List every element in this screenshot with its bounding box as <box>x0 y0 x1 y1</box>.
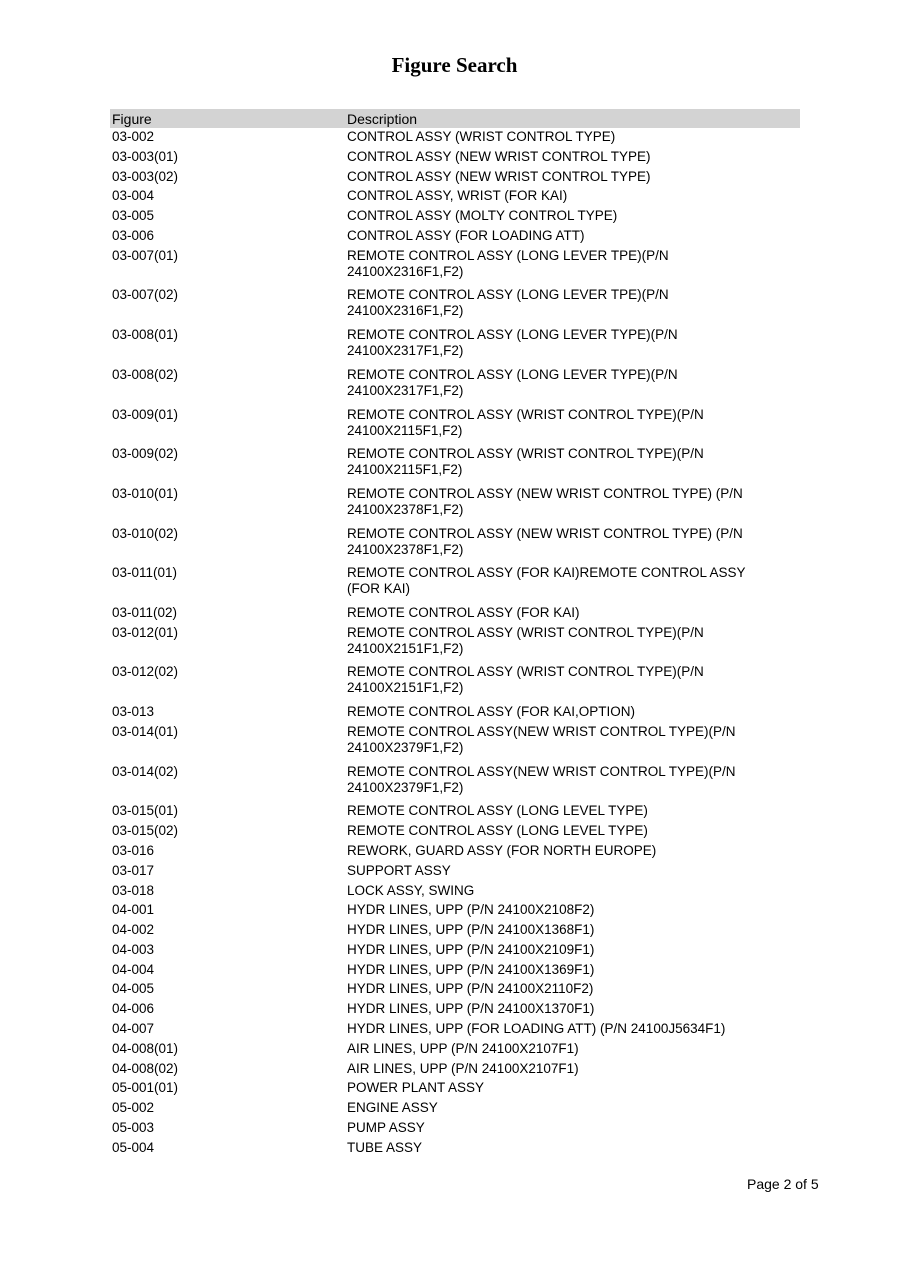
table-row <box>110 882 800 902</box>
table-row <box>110 1099 800 1119</box>
table-row <box>110 168 800 188</box>
figure-description: REMOTE CONTROL ASSY (LONG LEVER TPE)(P/N 24100X2316F1,F2) <box>347 247 669 279</box>
figure-description: REMOTE CONTROL ASSY (FOR KAI,OPTION) <box>347 704 636 720</box>
figure-description: CONTROL ASSY (NEW WRIST CONTROL TYPE) <box>347 168 651 184</box>
figure-description: POWER PLANT ASSY <box>347 1080 485 1096</box>
table-row <box>110 842 800 862</box>
figure-description: CONTROL ASSY, WRIST (FOR KAI) <box>347 188 568 204</box>
figure-number: 03-004 <box>112 188 155 204</box>
table-row <box>110 286 800 326</box>
table-row <box>110 406 800 446</box>
table-row <box>110 980 800 1000</box>
figure-description: REMOTE CONTROL ASSY (FOR KAI)REMOTE CONTROL ASSY (FOR KAI) <box>347 565 746 597</box>
figure-number: 03-014(01) <box>112 723 179 739</box>
page-number: Page 2 of 5 <box>747 1176 819 1192</box>
figure-number: 03-009(02) <box>112 446 179 462</box>
figure-number: 03-012(02) <box>112 664 179 680</box>
table-row <box>110 1079 800 1099</box>
figure-number: 03-010(01) <box>112 485 179 501</box>
figure-number: 03-015(02) <box>112 823 179 839</box>
table-row <box>110 941 800 961</box>
table-row <box>110 366 800 406</box>
figure-number: 03-011(02) <box>112 604 178 620</box>
figure-description: HYDR LINES, UPP (P/N 24100X2109F1) <box>347 941 595 957</box>
figure-description: SUPPORT ASSY <box>347 862 451 878</box>
figure-number: 03-011(01) <box>112 565 178 581</box>
figure-number: 03-003(01) <box>112 148 179 164</box>
table-row <box>110 624 800 664</box>
figure-description: REMOTE CONTROL ASSY (NEW WRIST CONTROL TYPE) (P/N 24100X2378F1,F2) <box>347 525 743 557</box>
table-row <box>110 1139 800 1159</box>
table-row <box>110 862 800 882</box>
figure-description: REMOTE CONTROL ASSY (LONG LEVER TYPE)(P/N 24100X2317F1,F2) <box>347 327 678 359</box>
figure-description: AIR LINES, UPP (P/N 24100X2107F1) <box>347 1040 579 1056</box>
figure-number: 04-005 <box>112 981 155 997</box>
table-row <box>110 822 800 842</box>
table-body <box>110 128 800 1159</box>
figure-number: 03-008(01) <box>112 327 179 343</box>
table-row <box>110 961 800 981</box>
table-row <box>110 128 800 148</box>
figure-description: CONTROL ASSY (NEW WRIST CONTROL TYPE) <box>347 148 651 164</box>
table-row <box>110 227 800 247</box>
table-row <box>110 485 800 525</box>
table-row <box>110 525 800 565</box>
table-row <box>110 207 800 227</box>
table-row <box>110 723 800 763</box>
table-row <box>110 901 800 921</box>
figure-number: 05-001(01) <box>112 1080 179 1096</box>
figure-number: 03-005 <box>112 208 155 224</box>
figure-number: 04-003 <box>112 941 155 957</box>
figure-description: TUBE ASSY <box>347 1139 423 1155</box>
figure-description: REWORK, GUARD ASSY (FOR NORTH EUROPE) <box>347 842 657 858</box>
figure-description: REMOTE CONTROL ASSY (WRIST CONTROL TYPE)(P/N 24100X2151F1,F2) <box>347 624 704 656</box>
figure-description: ENGINE ASSY <box>347 1100 438 1116</box>
figure-number: 03-002 <box>112 129 155 144</box>
table-row <box>110 1060 800 1080</box>
figure-description: CONTROL ASSY (FOR LOADING ATT) <box>347 227 585 243</box>
figure-number: 04-007 <box>112 1021 155 1037</box>
table-row <box>110 247 800 287</box>
table-row <box>110 921 800 941</box>
figure-description: CONTROL ASSY (MOLTY CONTROL TYPE) <box>347 208 618 224</box>
figure-number: 04-008(02) <box>112 1060 179 1076</box>
figure-description: REMOTE CONTROL ASSY (NEW WRIST CONTROL TYPE) (P/N 24100X2378F1,F2) <box>347 485 743 517</box>
figure-description: REMOTE CONTROL ASSY(NEW WRIST CONTROL TYPE)(P/N 24100X2379F1,F2) <box>347 763 736 795</box>
figure-description: REMOTE CONTROL ASSY (WRIST CONTROL TYPE)(P/N 24100X2151F1,F2) <box>347 664 704 696</box>
table-row <box>110 1020 800 1040</box>
figure-number: 05-004 <box>112 1139 155 1155</box>
table-row <box>110 663 800 703</box>
table-row <box>110 187 800 207</box>
figure-number: 03-007(02) <box>112 287 179 303</box>
figure-number: 03-016 <box>112 842 155 858</box>
table-row <box>110 564 800 604</box>
figure-description: HYDR LINES, UPP (FOR LOADING ATT) (P/N 24100J5634F1) <box>347 1021 726 1037</box>
table-row <box>110 445 800 485</box>
figure-number: 05-002 <box>112 1100 155 1116</box>
figure-number: 03-008(02) <box>112 366 179 382</box>
figure-number: 03-017 <box>112 862 155 878</box>
column-header-figure: Figure <box>112 110 152 127</box>
figure-number: 03-007(01) <box>112 247 179 263</box>
figure-number: 05-003 <box>112 1120 155 1136</box>
table-row <box>110 1040 800 1060</box>
figure-number: 03-010(02) <box>112 525 179 541</box>
table-row <box>110 703 800 723</box>
figure-description: AIR LINES, UPP (P/N 24100X2107F1) <box>347 1060 579 1076</box>
figure-number: 04-004 <box>112 961 155 977</box>
figure-number: 03-012(01) <box>112 624 179 640</box>
table-row <box>110 326 800 366</box>
figure-number: 03-006 <box>112 227 155 243</box>
figure-description: REMOTE CONTROL ASSY (WRIST CONTROL TYPE)(P/N 24100X2115F1,F2) <box>347 446 704 478</box>
column-header-description: Description <box>347 110 418 127</box>
table-row <box>110 1000 800 1020</box>
figure-description: HYDR LINES, UPP (P/N 24100X1368F1) <box>347 922 595 938</box>
table-row <box>110 148 800 168</box>
figure-number: 04-006 <box>112 1001 155 1017</box>
table-row <box>110 1119 800 1139</box>
figure-description: REMOTE CONTROL ASSY (LONG LEVER TPE)(P/N 24100X2316F1,F2) <box>347 287 669 319</box>
figure-number: 03-009(01) <box>112 406 179 422</box>
figure-description: REMOTE CONTROL ASSY (LONG LEVER TYPE)(P/N 24100X2317F1,F2) <box>347 366 678 398</box>
table-row <box>110 604 800 624</box>
figure-number: 03-018 <box>112 882 155 898</box>
table-row <box>110 802 800 822</box>
page-title: Figure Search <box>391 53 518 77</box>
figure-number: 03-013 <box>112 704 155 720</box>
figure-description: CONTROL ASSY (WRIST CONTROL TYPE) <box>347 129 616 144</box>
figure-description: REMOTE CONTROL ASSY(NEW WRIST CONTROL TYPE)(P/N 24100X2379F1,F2) <box>347 723 736 755</box>
figure-number: 04-001 <box>112 902 155 918</box>
figure-description: REMOTE CONTROL ASSY (LONG LEVEL TYPE) <box>347 823 648 839</box>
figure-number: 03-014(02) <box>112 763 179 779</box>
table-header <box>110 109 800 128</box>
figure-description: HYDR LINES, UPP (P/N 24100X2110F2) <box>347 981 594 997</box>
figure-description: REMOTE CONTROL ASSY (FOR KAI) <box>347 604 580 620</box>
figure-description: HYDR LINES, UPP (P/N 24100X1370F1) <box>347 1001 595 1017</box>
figure-description: PUMP ASSY <box>347 1120 425 1136</box>
figure-number: 03-015(01) <box>112 803 179 819</box>
figure-description: LOCK ASSY, SWING <box>347 882 475 898</box>
figure-description: HYDR LINES, UPP (P/N 24100X1369F1) <box>347 961 595 977</box>
figure-number: 04-008(01) <box>112 1040 179 1056</box>
figure-description: REMOTE CONTROL ASSY (WRIST CONTROL TYPE)(P/N 24100X2115F1,F2) <box>347 406 704 438</box>
figure-number: 03-003(02) <box>112 168 179 184</box>
table-row <box>110 763 800 803</box>
figure-number: 04-002 <box>112 922 155 938</box>
figure-description: REMOTE CONTROL ASSY (LONG LEVEL TYPE) <box>347 803 648 819</box>
figure-description: HYDR LINES, UPP (P/N 24100X2108F2) <box>347 902 595 918</box>
figure-table <box>110 109 800 1159</box>
